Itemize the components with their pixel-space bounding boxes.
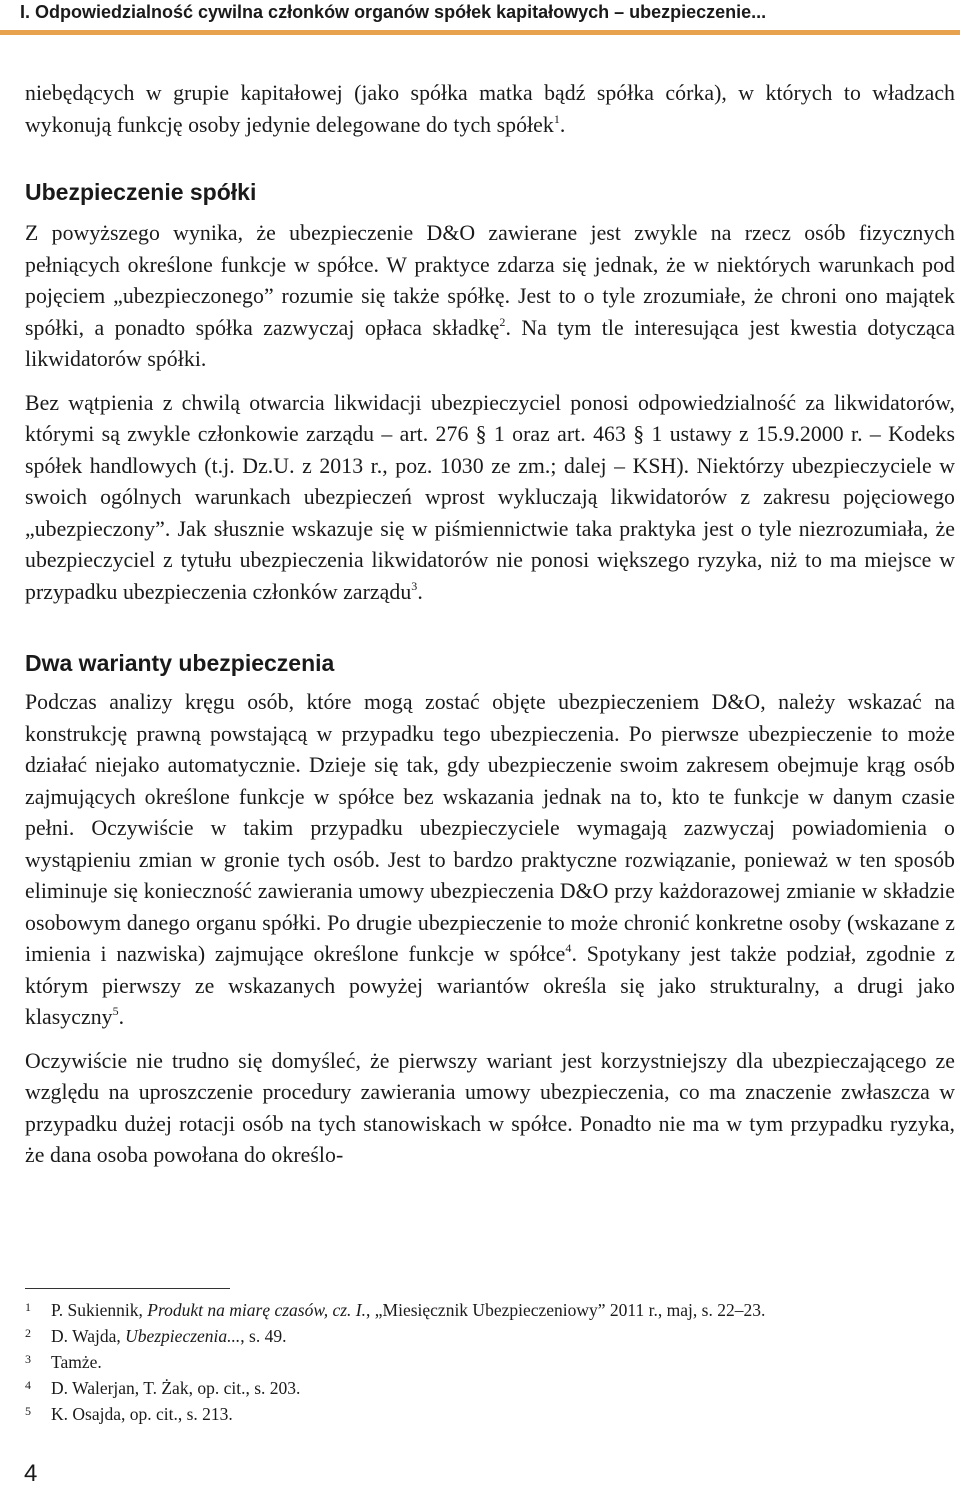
footnotes xyxy=(25,1288,955,1427)
footnote-5 xyxy=(25,1401,955,1427)
footnote-number: 1 xyxy=(25,1300,31,1314)
section2-p1-text-mid: . Spotykany jest także podział, zgodnie z którym pierwszy ze wskazanych powyżej wariantów określa się jako strukturalny, a drugi jako klasyczny xyxy=(25,942,955,1029)
running-header xyxy=(0,0,960,35)
intro-end: . xyxy=(559,112,566,137)
section1-p1-text: Z powyższego wynika, że ubezpieczenie D&O zawierane jest zwykle na rzecz osób fizycznych pełniących określone funkcje w spółce. W praktyce zdarza się jednak, że w niektórych warunkach pod pojęciem „ubezpieczonego” rozumie się także spółkę. Jest to o tyle zrozumiałe, że chroni ono majątek spółki, a ponadto spółka zazwyczaj opłaca składkę xyxy=(25,221,955,340)
footnote-ref-4[interactable]: 4 xyxy=(565,941,572,955)
page-number: 4 xyxy=(24,1460,38,1487)
footnote-text: D. Walerjan, T. Żak, op. cit., s. 203. xyxy=(51,1378,301,1398)
section1-paragraph-1 xyxy=(25,218,955,376)
footnote-ref-1[interactable]: 1 xyxy=(553,111,560,126)
intro-paragraph xyxy=(25,78,955,141)
page-body xyxy=(25,78,955,1172)
footnote-text: K. Osajda, op. cit., s. 213. xyxy=(51,1404,233,1424)
section2-paragraph-2: Oczywiście nie trudno się domyśleć, że pierwszy wariant jest korzystniejszy dla ubezpieczającego ze względu na uproszczenie procedury zawierania umowy ubezpieczenia, co ma znaczenie zwłaszcza w przypadku dużej rotacji osób na tych stanowiskach w spółce. Ponadto nie ma w tym przypadku ryzyka, że dana osoba powołana do określo- xyxy=(25,1048,955,1167)
section-heading-dwa-warianty: Dwa warianty ubezpieczenia xyxy=(25,650,335,676)
footnote-number: 5 xyxy=(25,1404,31,1418)
footnote-text: P. Sukiennik, xyxy=(51,1300,148,1320)
footnote-2 xyxy=(25,1323,955,1349)
section1-p2-text: Bez wątpienia z chwilą otwarcia likwidacji ubezpieczyciel ponosi odpowiedzialność za likwidatorów, którymi są zwykle członkowie zarządu – art. 276 § 1 oraz art. 463 § 1 ustawy z 15.9.2000 r. – Kodeks spółek handlowych (t.j. Dz.U. z 2013 r., poz. 1030 ze zm.; dalej – KSH). Niektórzy ubezpieczyciele w swoich ogólnych warunkach ubezpieczeń wprost wykluczają likwidatorów z zakresu pojęciowego „ubezpieczony”. Jak słusznie wskazuje się w piśmiennictwie taka praktyka jest o tyle niezrozumiała, że ubezpieczyciel z tytułu ubezpieczenia likwidatorów nie ponosi większego ryzyka, niż to ma miejsce w przypadku ubezpieczenia członków zarządu xyxy=(25,390,955,604)
section2-p1-text: Podczas analizy kręgu osób, które mogą zostać objęte ubezpieczeniem D&O, należy wskazać na konstrukcję prawną powstającą w przypadku tego ubezpieczenia. Po pierwsze ubezpieczenie to może działać niejako automatycznie. Dzieje się tak, gdy ubezpieczenie swoim zakresem obejmuje krąg osób zajmujących określone funkcje w spółce bez wskazania jednak na to, kto te funkcje w danym czasie pełni. Oczywiście w takim przypadku ubezpieczyciele wymagają zazwyczaj powiadomienia o wystąpieniu zmian w gronie tych osób. Jest to bardzo praktyczne rozwiązanie, ponieważ w ten sposób eliminuje się konieczność zawierania umowy ubezpieczenia D&O przy każdorazowej zmianie w składzie osobowym danego organu spółki. Po drugie ubezpieczenie to może chronić konkretne osoby (wskazane z imienia i nazwiska) zajmujące określone funkcje w spółce xyxy=(25,690,955,966)
footnote-number: 3 xyxy=(25,1352,31,1366)
section1-p1-text-end: . Na tym tle interesująca jest kwestia dotycząca likwidatorów spółki. xyxy=(25,315,955,371)
footnote-ref-2[interactable]: 2 xyxy=(499,314,506,329)
footnote-text: Tamże. xyxy=(51,1352,102,1372)
section2-p1-text-end: . xyxy=(118,1005,125,1029)
footnote-number: 2 xyxy=(25,1326,31,1340)
footnote-number: 4 xyxy=(25,1378,31,1392)
footnote-title: Ubezpieczenia... xyxy=(125,1326,241,1346)
section1-paragraph-2 xyxy=(25,388,955,609)
section2-paragraph-1 xyxy=(25,687,955,1034)
footnote-3 xyxy=(25,1349,955,1375)
section1-p2-text-end: . xyxy=(417,579,423,604)
footnote-divider xyxy=(25,1288,230,1289)
footnote-4 xyxy=(25,1375,955,1401)
footnote-1 xyxy=(25,1297,955,1323)
footnote-title: Produkt na miarę czasów, cz. I. xyxy=(147,1300,367,1320)
running-title: I. Odpowiedzialność cywilna członków organów spółek kapitałowych – ubezpieczenie... xyxy=(20,2,767,22)
footnote-ref-3[interactable]: 3 xyxy=(411,578,418,593)
footnote-text-end: , s. 49. xyxy=(240,1326,287,1346)
section-heading-ubezpieczenie-spolki: Ubezpieczenie spółki xyxy=(25,179,257,205)
footnote-text: D. Wajda, xyxy=(51,1326,126,1346)
footnote-ref-5[interactable]: 5 xyxy=(112,1004,119,1018)
footnote-text-end: , „Miesięcznik Ubezpieczeniowy” 2011 r., maj, s. 22–23. xyxy=(366,1300,766,1320)
intro-text: niebędących w grupie kapitałowej (jako spółka matka bądź spółka córka), w których to władzach wykonują funkcję osoby jedynie delegowane do tych spółek xyxy=(25,81,955,137)
